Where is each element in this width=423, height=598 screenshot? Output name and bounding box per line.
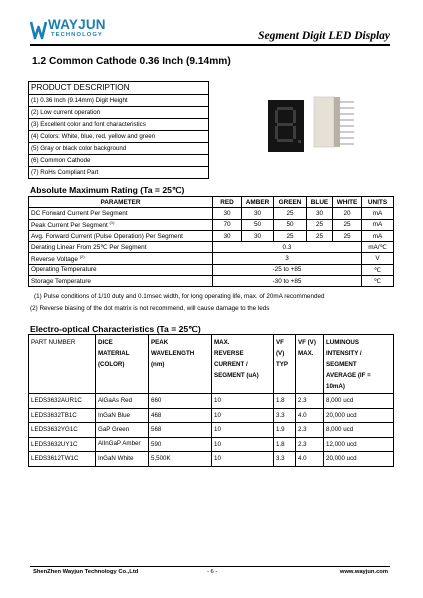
section-heading: 1.2 Common Cathode 0.36 Inch (9.14mm) xyxy=(32,56,231,67)
absolute-max-heading: Absolute Maximum Rating (Ta = 25℃) xyxy=(30,185,185,195)
value-cell: 30 xyxy=(213,230,242,241)
footer-divider xyxy=(30,566,390,567)
table-row xyxy=(29,253,394,264)
vf-typ-cell: 1.9 xyxy=(274,423,296,438)
wavelength-cell: 660 xyxy=(149,394,212,409)
value-cell: 25 xyxy=(274,208,307,219)
part-number-cell: LEDS3632AUR1C xyxy=(29,394,96,409)
column-header: BLUE xyxy=(307,197,333,208)
table-row xyxy=(29,437,394,452)
electro-optical-heading: Electro-optical Characteristics (Ta = 25℃) xyxy=(30,324,201,334)
table-row xyxy=(29,394,394,409)
table-row xyxy=(29,423,394,438)
value-cell: 3 xyxy=(213,253,362,264)
intensity-cell: 8,000 ucd xyxy=(324,394,394,409)
parameter-cell: Peak Current Per Segment $^{(1)}$ xyxy=(29,219,213,230)
unit-cell: mA xyxy=(362,219,394,230)
material-cell: GaP Green xyxy=(96,423,149,438)
value-cell: 25 xyxy=(333,219,362,230)
footnote: (2) Reverse biasing of the dot matrix is not recommend, will cause damage to the leds xyxy=(30,305,270,312)
table-header-row xyxy=(29,197,394,208)
column-header: AMBER xyxy=(242,197,274,208)
parameter-cell: Derating Linear From 25℃ Per Segment xyxy=(29,242,213,253)
vf-typ-cell: 3.3 xyxy=(274,452,296,467)
value-cell: 25 xyxy=(307,230,333,241)
product-description-table xyxy=(28,81,209,179)
part-number-cell: LEDS3632UY1C xyxy=(29,437,96,452)
material-cell: AlGaAs Red xyxy=(96,394,149,409)
table-row xyxy=(29,230,394,241)
parameter-cell: Avg. Forward Current (Pulse Operation) Per Segment xyxy=(29,230,213,241)
intensity-cell: 20,000 ucd xyxy=(324,408,394,423)
column-header: UNITS xyxy=(362,197,394,208)
vf-max-cell: 4.0 xyxy=(296,452,324,467)
wavelength-cell: 590 xyxy=(149,437,212,452)
product-description-item: (3) Excellent color and font characteristics xyxy=(29,118,209,130)
column-header: MAX. REVERSE CURRENT / SEGMENT (uA) xyxy=(212,335,274,394)
footer-company: ShenZhen Wayjun Technology Co.,Ltd xyxy=(33,569,139,575)
product-description-item: (5) Gray or black color background xyxy=(29,142,209,154)
footnote-ref: (1) xyxy=(109,220,115,226)
reverse-current-cell: 10 xyxy=(212,423,274,438)
footer-url: www.wayjun.com xyxy=(339,569,388,575)
value-cell: 25 xyxy=(307,219,333,230)
material-cell: AlInGaP Amber xyxy=(96,437,149,452)
reverse-current-cell: 10 xyxy=(212,394,274,409)
value-cell: 30 xyxy=(242,230,274,241)
vf-typ-cell: 1.8 xyxy=(274,394,296,409)
column-header: DICE MATERIAL (COLOR) xyxy=(96,335,149,394)
table-row xyxy=(29,452,394,467)
material-cell: InGaN Blue xyxy=(96,408,149,423)
table-row xyxy=(29,219,394,230)
column-header: VF (V) MAX. xyxy=(296,335,324,394)
footnote: (1) Pulse conditions of 1/10 duty and 0.1msec width, for long operating life, max. of 20mA recommended xyxy=(34,293,325,300)
vf-max-cell: 2.3 xyxy=(296,437,324,452)
reverse-current-cell: 10 xyxy=(212,452,274,467)
column-header: GREEN xyxy=(274,197,307,208)
table-header-row xyxy=(29,335,394,394)
intensity-cell: 20,000 ucd xyxy=(324,452,394,467)
vf-typ-cell: 1.8 xyxy=(274,437,296,452)
value-cell: 50 xyxy=(242,219,274,230)
value-cell: 20 xyxy=(333,208,362,219)
page-number: - 6 - xyxy=(207,569,218,575)
material-cell: InGaN White xyxy=(96,452,149,467)
value-cell: 30 xyxy=(242,208,274,219)
product-description-item: (6) Common Cathode xyxy=(29,154,209,166)
logo-brand-text: WAYJUN xyxy=(48,17,106,32)
table-row xyxy=(29,408,394,423)
parameter-cell: DC Forward Current Per Segment xyxy=(29,208,213,219)
vf-max-cell: 2.3 xyxy=(296,423,324,438)
part-number-cell: LEDS3632YG1C xyxy=(29,423,96,438)
value-cell: 30 xyxy=(307,208,333,219)
company-logo xyxy=(30,16,106,46)
table-row xyxy=(29,208,394,219)
product-description-item: (7) RoHs Compliant Part xyxy=(29,167,209,179)
intensity-cell: 12,000 ucd xyxy=(324,437,394,452)
product-description-item: (2) Low current operation xyxy=(29,106,209,118)
wavelength-cell: 468 xyxy=(149,408,212,423)
unit-cell: mA xyxy=(362,208,394,219)
unit-cell: V xyxy=(362,253,394,264)
header-divider xyxy=(30,44,390,46)
part-number-cell: LEDS3612TW1C xyxy=(29,452,96,467)
reverse-current-cell: 10 xyxy=(212,437,274,452)
unit-cell: mA/℃ xyxy=(362,242,394,253)
electro-optical-table xyxy=(28,334,394,467)
parameter-cell: Reverse Voltage $^{(2)}$ xyxy=(29,253,213,264)
value-cell: 30 xyxy=(213,208,242,219)
column-header: VF (V) TYP xyxy=(274,335,296,394)
product-description-item: (4) Colors: White, blue, red, yellow and green xyxy=(29,130,209,142)
value-cell: 25 xyxy=(274,230,307,241)
column-header: PARAMETER xyxy=(29,197,213,208)
column-header: PEAK WAVELENGTH (nm) xyxy=(149,335,212,394)
reverse-current-cell: 10 xyxy=(212,408,274,423)
vf-max-cell: 4.0 xyxy=(296,408,324,423)
value-cell: 70 xyxy=(213,219,242,230)
column-header: PART NUMBER xyxy=(29,335,96,394)
column-header: WHITE xyxy=(333,197,362,208)
intensity-cell: 8,000 ucd xyxy=(324,423,394,438)
logo-sub-text: TECHNOLOGY xyxy=(51,32,103,38)
unit-cell: ℃ xyxy=(362,264,394,275)
product-description-title: PRODUCT DESCRIPTION xyxy=(29,82,209,95)
value-cell: -25 to +85 xyxy=(213,264,362,275)
column-header: LUMINOUS INTENSITY / SEGMENT AVERAGE (IF = 10mA) xyxy=(324,335,394,394)
table-row xyxy=(29,242,394,253)
wavelength-cell: 568 xyxy=(149,423,212,438)
unit-cell: mA xyxy=(362,230,394,241)
document-title: Segment Digit LED Display xyxy=(258,30,390,42)
vf-typ-cell: 3.3 xyxy=(274,408,296,423)
value-cell: 50 xyxy=(274,219,307,230)
value-cell: 25 xyxy=(333,230,362,241)
logo-mark-icon xyxy=(30,19,47,41)
column-header: RED xyxy=(213,197,242,208)
product-photo xyxy=(266,94,356,166)
part-number-cell: LEDS3632TB1C xyxy=(29,408,96,423)
wavelength-cell: 5,500K xyxy=(149,452,212,467)
parameter-cell: Operating Temperature xyxy=(29,264,213,275)
absolute-max-table xyxy=(28,196,394,287)
unit-cell: ℃ xyxy=(362,276,394,287)
parameter-cell: Storage Temperature xyxy=(29,276,213,287)
value-cell: 0.3 xyxy=(213,242,362,253)
footnote-ref: (2) xyxy=(79,254,85,260)
value-cell: -30 to +85 xyxy=(213,276,362,287)
table-row xyxy=(29,276,394,287)
product-description-item: (1) 0.36 Inch (9.14mm) Digit Height xyxy=(29,94,209,106)
table-row xyxy=(29,264,394,275)
vf-max-cell: 2.3 xyxy=(296,394,324,409)
